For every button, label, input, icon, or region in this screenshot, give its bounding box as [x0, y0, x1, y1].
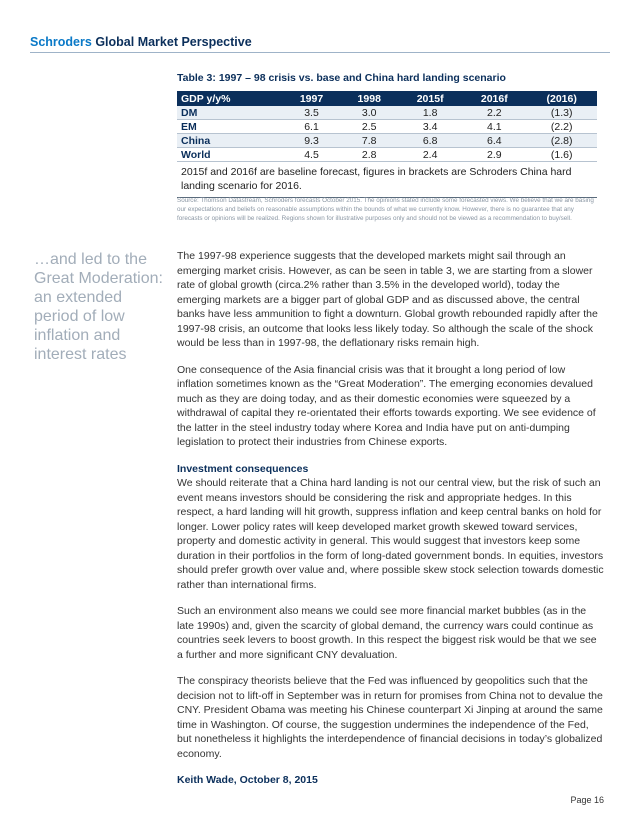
table-row [177, 134, 597, 148]
column-header: 2016f [480, 92, 508, 105]
table-note: 2015f and 2016f are baseline forecast, figures in brackets are Schroders China hard landing scenario for 2016. [177, 162, 597, 198]
table-cell: 7.8 [340, 134, 398, 148]
table-cell: 6.8 [398, 134, 462, 148]
table-cell: 2.9 [462, 148, 526, 162]
source-disclaimer: Source: Thomson Datastream, Schroders forecasts October 2015. The opinions stated include some forecasted views. We believe that we are basing our expectations and beliefs on reasonable assumptions within the bounds of what we currently know. However, there is no guarantee that any forecasts or opinions will be realized. Regions shown for illustrative purposes only and should not be viewed as a recommendation to buy/sell. [177, 197, 594, 222]
section-heading: Investment consequences [177, 462, 309, 475]
paragraph: One consequence of the Asia financial crisis was that it brought a long period of low inflation sometimes known as the “Great Moderation”. The emerging economies devalued much as they are doing today, and as their domestic economies were squeezed by a withdrawal of capital they re-orientated their efforts towards exporting. We see evidence of the latter in the steel industry today where Korea and India have put on anti-dumping legislation to protect their industries from Chinese exports. [177, 363, 596, 448]
page-header [30, 35, 252, 49]
gdp-table-section [177, 72, 597, 198]
table-cell: 3.0 [340, 106, 398, 120]
header-title: Global Market Perspective [95, 35, 252, 49]
table-cell: (2.2) [526, 120, 597, 134]
table-title: Table 3: 1997 – 98 crisis vs. base and China hard landing scenario [177, 72, 506, 84]
column-header: GDP y/y% [181, 92, 231, 105]
table-cell: 2.8 [340, 148, 398, 162]
page-number: Page 16 [570, 795, 604, 805]
table-cell: (1.3) [526, 106, 597, 120]
paragraph: We should reiterate that a China hard landing is not our central view, but the risk of such an event means investors should be considering the risk and appropriate hedges. In this respect, a hard landing will hit growth, suppress inflation and keep central banks on hold for longer. Lower policy rates will keep developed market growth skewed toward services, property and domestic activity in general. This would suggest that investors keep some duration in their portfolios in the form of long-dated government bonds. In equities, investors should prefer growth over value and, where possible skew stock selection towards domestic rather than international firms. [177, 477, 604, 591]
row-label: DM [177, 106, 283, 120]
table-cell: 2.4 [398, 148, 462, 162]
pull-quote: …and led to the Great Moderation: an extended period of low inflation and interest rates [34, 251, 163, 363]
table-row [177, 120, 597, 134]
gdp-table [177, 91, 597, 162]
row-label: World [177, 148, 283, 162]
column-header: 1997 [299, 92, 324, 105]
table-row [177, 106, 597, 120]
article-body [177, 249, 604, 800]
author-byline: Keith Wade, October 8, 2015 [177, 774, 318, 786]
paragraph: Such an environment also means we could see more financial market bubbles (as in the late 1990s) and, given the scarcity of global demand, the currency wars could continue as countries seek levers to boost growth. In this respect the biggest risk would be that we see a further and more significant CNY devaluation. [177, 605, 597, 661]
table-cell: 3.5 [283, 106, 341, 120]
column-header: (2016) [546, 92, 577, 105]
table-row [177, 148, 597, 162]
table-cell: (1.6) [526, 148, 597, 162]
table-cell: 6.1 [283, 120, 341, 134]
table-cell: 1.8 [398, 106, 462, 120]
table-cell: 2.5 [340, 120, 398, 134]
table-cell: 3.4 [398, 120, 462, 134]
table-cell: 4.1 [462, 120, 526, 134]
paragraph: The 1997-98 experience suggests that the developed markets might sail through an emerging market crisis. However, as can be seen in table 3, we are starting from a slower rate of global growth (circa.2% rather than 3.5% in the developed world), today the emerging markets are a bigger part of global GDP and as discussed above, the central banks have less ammunition to fight a downturn. Global growth rebounded rapidly after the 1997-98 crisis, an outcome that looks less likely today. So although the scale of the shock would be less than in 1997-98, the deflationary risks remain high. [177, 250, 598, 349]
paragraph: The conspiracy theorists believe that the Fed was influenced by geopolitics such that the decision not to lift-off in September was in return for promises from China not to devalue the CNY. President Obama was meeting his Chinese counterpart Xi Jinping at around the same time in Washington. Of course, the suggestion undermines the independence of the Fed, but nonetheless it highlights the interdependence of financial decisions in today’s globalized economy. [177, 675, 603, 760]
table-header-row [177, 91, 597, 106]
column-header: 2015f [416, 92, 444, 105]
column-header: 1998 [357, 92, 381, 105]
table-cell: 6.4 [462, 134, 526, 148]
header-divider [30, 52, 610, 53]
table-cell: 9.3 [283, 134, 341, 148]
table-cell: (2.8) [526, 134, 597, 148]
row-label: EM [177, 120, 283, 134]
table-cell: 2.2 [462, 106, 526, 120]
table-cell: 4.5 [283, 148, 341, 162]
row-label: China [177, 134, 283, 148]
brand-name: Schroders [30, 35, 92, 49]
